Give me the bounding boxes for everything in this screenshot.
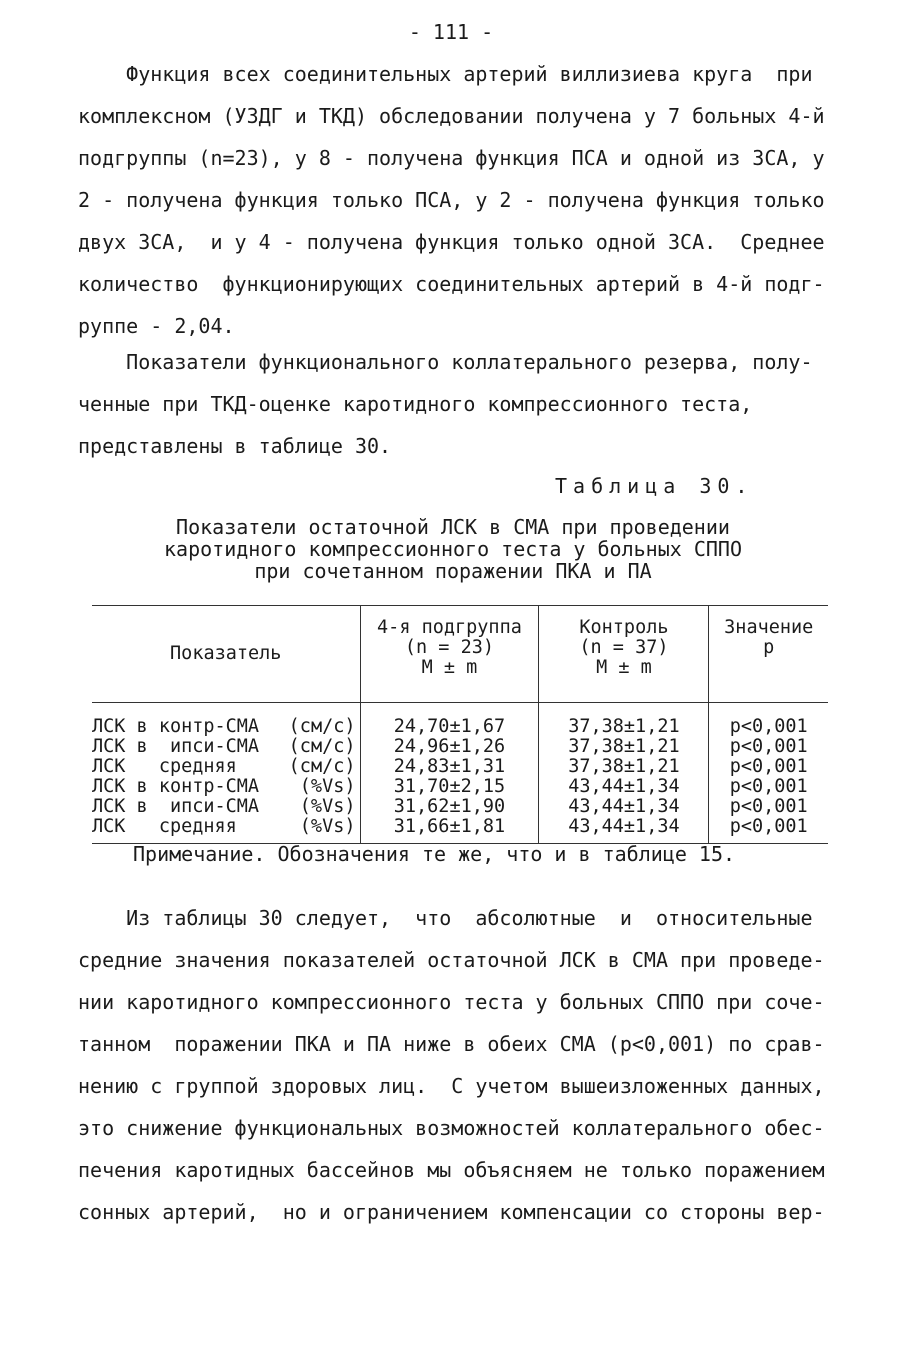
- control-value-3: 37,38±1,21: [568, 756, 680, 777]
- indicator-4: [92, 777, 360, 797]
- subgroup-value-6: 31,66±1,81: [393, 816, 506, 837]
- header-subgroup: [360, 606, 539, 703]
- p-value-5: p<0,001: [729, 796, 808, 817]
- paragraph2-line-3: представлены в таблице 30.: [78, 434, 392, 458]
- header-control: [539, 606, 709, 703]
- subgroup-value-3: 24,83±1,31: [393, 756, 506, 777]
- paragraph1-line-3: подгруппы (n=23), у 8 - получена функция ПСА и одной из ЗСА, у: [78, 146, 825, 170]
- control-value-1: 37,38±1,21: [568, 716, 680, 737]
- indicator-3-name: ЛСК средняя: [92, 756, 237, 777]
- indicator-1: [92, 717, 360, 737]
- indicator-3: [92, 757, 360, 777]
- subgroup-value-2: 24,96±1,26: [393, 736, 506, 757]
- paragraph1-line-2: комплексном (УЗДГ и ТКД) обследовании получена у 7 больных 4-й: [78, 104, 825, 128]
- control-value-5: 43,44±1,34: [568, 796, 680, 817]
- indicator-2-unit: (см/с): [288, 736, 356, 757]
- p-value-4: p<0,001: [729, 776, 808, 797]
- header-subgroup-stat: M ± m: [421, 657, 478, 678]
- table-body-row: [92, 703, 828, 844]
- paragraph3-line-8: сонных артерий, но и ограничением компенсации со стороны вер-: [78, 1200, 825, 1224]
- indicator-6: [92, 817, 360, 837]
- header-pvalue-title: Значение: [724, 617, 814, 638]
- indicator-2-name: ЛСК в ипси-СМА: [92, 736, 260, 757]
- results-table: [92, 605, 828, 844]
- indicator-4-name: ЛСК в контр-СМА: [92, 776, 260, 797]
- header-control-n: (n = 37): [579, 637, 669, 658]
- paragraph2-line-2: ченные при ТКД-оценке каротидного компрессионного теста,: [78, 392, 753, 416]
- indicator-3-unit: (см/с): [288, 756, 356, 777]
- paragraph1-line-1: Функция всех соединительных артерий виллизиева круга при: [78, 62, 813, 86]
- pvalue-column: [709, 703, 828, 844]
- paragraph3-line-2: средние значения показателей остаточной ЛСК в СМА при проведе-: [78, 948, 825, 972]
- indicator-4-unit: (%Vs): [299, 776, 356, 797]
- table-caption-line-2: каротидного компрессионного теста у больных СППО: [164, 537, 742, 561]
- indicator-2: [92, 737, 360, 757]
- subgroup-value-5: 31,62±1,90: [393, 796, 506, 817]
- control-column: [539, 703, 709, 844]
- p-value-1: p<0,001: [729, 716, 808, 737]
- paragraph3-line-5: нению с группой здоровых лиц. С учетом вышеизложенных данных,: [78, 1074, 825, 1098]
- subgroup-value-4: 31,70±2,15: [393, 776, 506, 797]
- page-number: - 111 -: [408, 20, 494, 44]
- paragraph1-line-4: 2 - получена функция только ПСА, у 2 - получена функция только: [78, 188, 825, 212]
- indicator-5-name: ЛСК в ипси-СМА: [92, 796, 260, 817]
- indicator-6-unit: (%Vs): [299, 816, 356, 837]
- header-indicator: Показатель: [92, 606, 360, 703]
- table-note: Примечание. Обозначения те же, что и в таблице 15.: [133, 842, 736, 866]
- paragraph3-line-6: это снижение функциональных возможностей коллатерального обес-: [78, 1116, 825, 1140]
- paragraph1-line-7: руппе - 2,04.: [78, 314, 235, 338]
- indicator-5-unit: (%Vs): [299, 796, 356, 817]
- table-header-row: [92, 606, 828, 703]
- indicator-column: [92, 703, 360, 844]
- indicator-1-name: ЛСК в контр-СМА: [92, 716, 260, 737]
- control-value-6: 43,44±1,34: [568, 816, 680, 837]
- subgroup-value-1: 24,70±1,67: [393, 716, 506, 737]
- p-value-3: p<0,001: [729, 756, 808, 777]
- p-value-6: p<0,001: [729, 816, 808, 837]
- subgroup-column: [360, 703, 539, 844]
- paragraph1-line-6: количество функционирующих соединительных артерий в 4-й подг-: [78, 272, 825, 296]
- paragraph3-line-7: печения каротидных бассейнов мы объясняем не только поражением: [78, 1158, 825, 1182]
- paragraph2-line-1: Показатели функционального коллатерального резерва, полу-: [78, 350, 813, 374]
- indicator-6-name: ЛСК средняя: [92, 816, 237, 837]
- paragraph1-line-5: двух ЗСА, и у 4 - получена функция только одной ЗСА. Среднее: [78, 230, 825, 254]
- header-pvalue-p: p: [763, 637, 775, 658]
- indicator-5: [92, 797, 360, 817]
- control-value-4: 43,44±1,34: [568, 776, 680, 797]
- header-subgroup-n: (n = 23): [404, 637, 494, 658]
- paragraph3-line-3: нии каротидного компрессионного теста у больных СППО при соче-: [78, 990, 825, 1014]
- table-caption-line-1: Показатели остаточной ЛСК в СМА при проведении: [176, 515, 730, 539]
- indicator-1-unit: (см/с): [288, 716, 356, 737]
- header-control-stat: M ± m: [596, 657, 652, 678]
- table-caption-line-3: при сочетанном поражении ПКА и ПА: [254, 559, 652, 583]
- header-control-title: Контроль: [579, 617, 669, 638]
- table-label: Таблица 30.: [555, 474, 754, 498]
- p-value-2: p<0,001: [729, 736, 808, 757]
- header-subgroup-title: 4-я подгруппа: [377, 617, 522, 638]
- paragraph3-line-1: Из таблицы 30 следует, что абсолютные и относительные: [78, 906, 813, 930]
- paragraph3-line-4: танном поражении ПКА и ПА ниже в обеих СМА (p<0,001) по срав-: [78, 1032, 825, 1056]
- header-pvalue: [709, 606, 828, 703]
- control-value-2: 37,38±1,21: [568, 736, 680, 757]
